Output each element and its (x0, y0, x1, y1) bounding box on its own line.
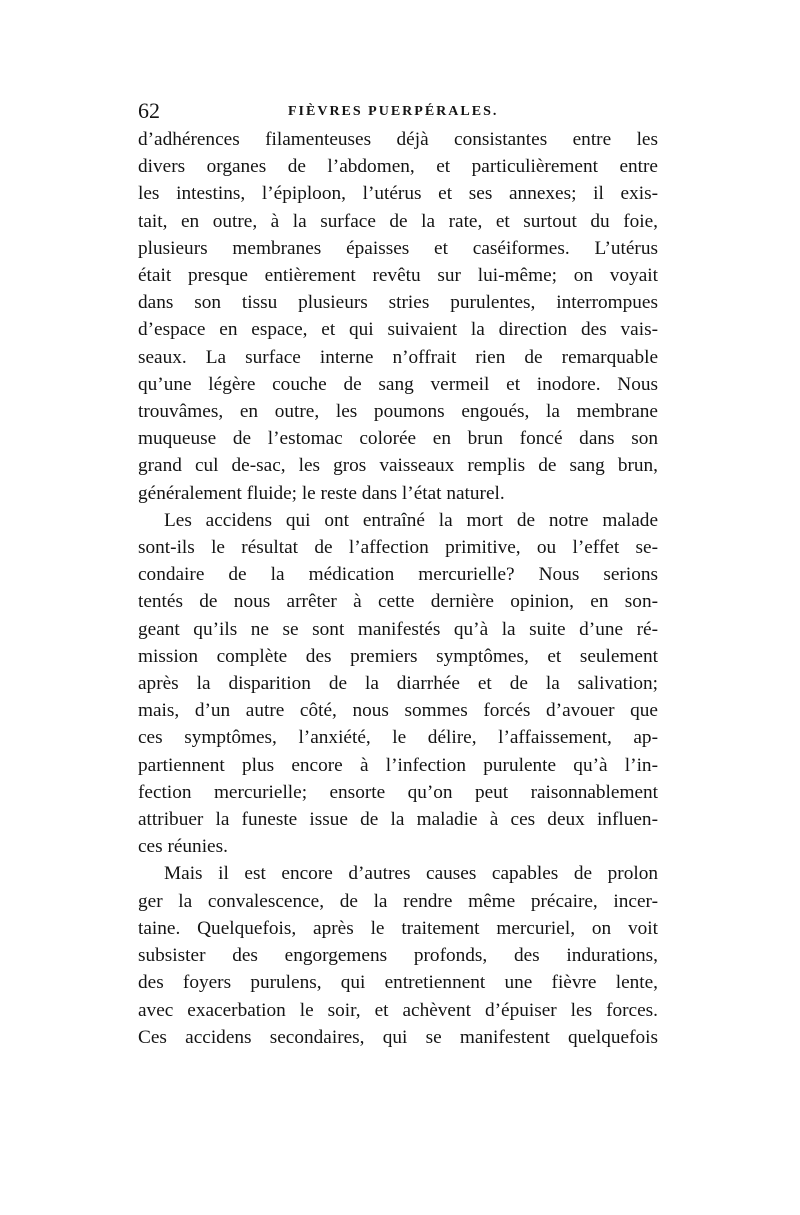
body-text (138, 126, 658, 1051)
text-line: fection mercurielle; ensorte qu’on peut raisonnablement (138, 781, 658, 803)
text-line: d’espace en espace, et qui suivaient la direction des vais- (138, 319, 658, 341)
text-line: sont-ils le résultat de l’affection primitive, ou l’effet se- (138, 537, 658, 559)
text-line: tentés de nous arrêter à cette dernière opinion, en son- (138, 591, 658, 613)
text-line: muqueuse de l’estomac colorée en brun foncé dans son (138, 428, 658, 450)
text-line: Les accidens qui ont entraîné la mort de notre malade (164, 509, 658, 531)
text-line: généralement fluide; le reste dans l’état naturel. (138, 482, 505, 504)
page-number: 62 (138, 98, 160, 123)
page-header (138, 96, 658, 126)
text-line: mais, d’un autre côté, nous sommes forcés d’avouer que (138, 700, 658, 722)
text-line: geant qu’ils ne se sont manifestés qu’à la suite d’une ré- (138, 618, 658, 640)
text-line: Mais il est encore d’autres causes capables de prolon (164, 863, 658, 885)
text-line: mission complète des premiers symptômes, et seulement (138, 645, 658, 667)
text-line: ces symptômes, l’anxiété, le délire, l’affaissement, ap- (138, 727, 658, 749)
text-line: était presque entièrement revêtu sur lui-même; on voyait (138, 265, 658, 287)
running-title: FIÈVRES PUERPÉRALES. (288, 104, 499, 119)
book-page (138, 96, 658, 1051)
text-line: divers organes de l’abdomen, et particulièrement entre (138, 156, 658, 178)
text-line: d’adhérences filamenteuses déjà consistantes entre les (138, 129, 658, 150)
text-line: des foyers purulens, qui entretiennent une fièvre lente, (138, 972, 658, 994)
paragraph (138, 126, 658, 507)
text-line: les intestins, l’épiploon, l’utérus et ses annexes; il exis- (138, 183, 658, 205)
text-line: Ces accidens secondaires, qui se manifestent quelquefois (138, 1026, 658, 1048)
paragraph (138, 507, 658, 861)
text-line: ger la convalescence, de la rendre même précaire, incer- (138, 890, 658, 912)
text-line: taine. Quelquefois, après le traitement mercuriel, on voit (138, 917, 658, 939)
text-line: après la disparition de la diarrhée et de la salivation; (138, 673, 658, 695)
text-line: grand cul de-sac, les gros vaisseaux remplis de sang brun, (138, 455, 658, 477)
text-line: subsister des engorgemens profonds, des indurations, (138, 945, 658, 967)
text-line: ces réunies. (138, 836, 228, 858)
paragraph (138, 860, 658, 1050)
text-line: seaux. La surface interne n’offrait rien de remarquable (138, 346, 658, 368)
text-line: avec exacerbation le soir, et achèvent d’épuiser les forces. (138, 999, 658, 1021)
text-line: qu’une légère couche de sang vermeil et inodore. Nous (138, 373, 658, 395)
text-line: dans son tissu plusieurs stries purulentes, interrompues (138, 292, 658, 314)
text-line: condaire de la médication mercurielle? Nous serions (138, 564, 658, 586)
text-line: plusieurs membranes épaisses et caséiformes. L’utérus (138, 237, 658, 259)
text-line: partiennent plus encore à l’infection purulente qu’à l’in- (138, 754, 658, 776)
text-line: attribuer la funeste issue de la maladie à ces deux influen- (138, 809, 658, 831)
text-line: tait, en outre, à la surface de la rate, et surtout du foie, (138, 210, 658, 232)
text-line: trouvâmes, en outre, les poumons engoués, la membrane (138, 401, 658, 423)
